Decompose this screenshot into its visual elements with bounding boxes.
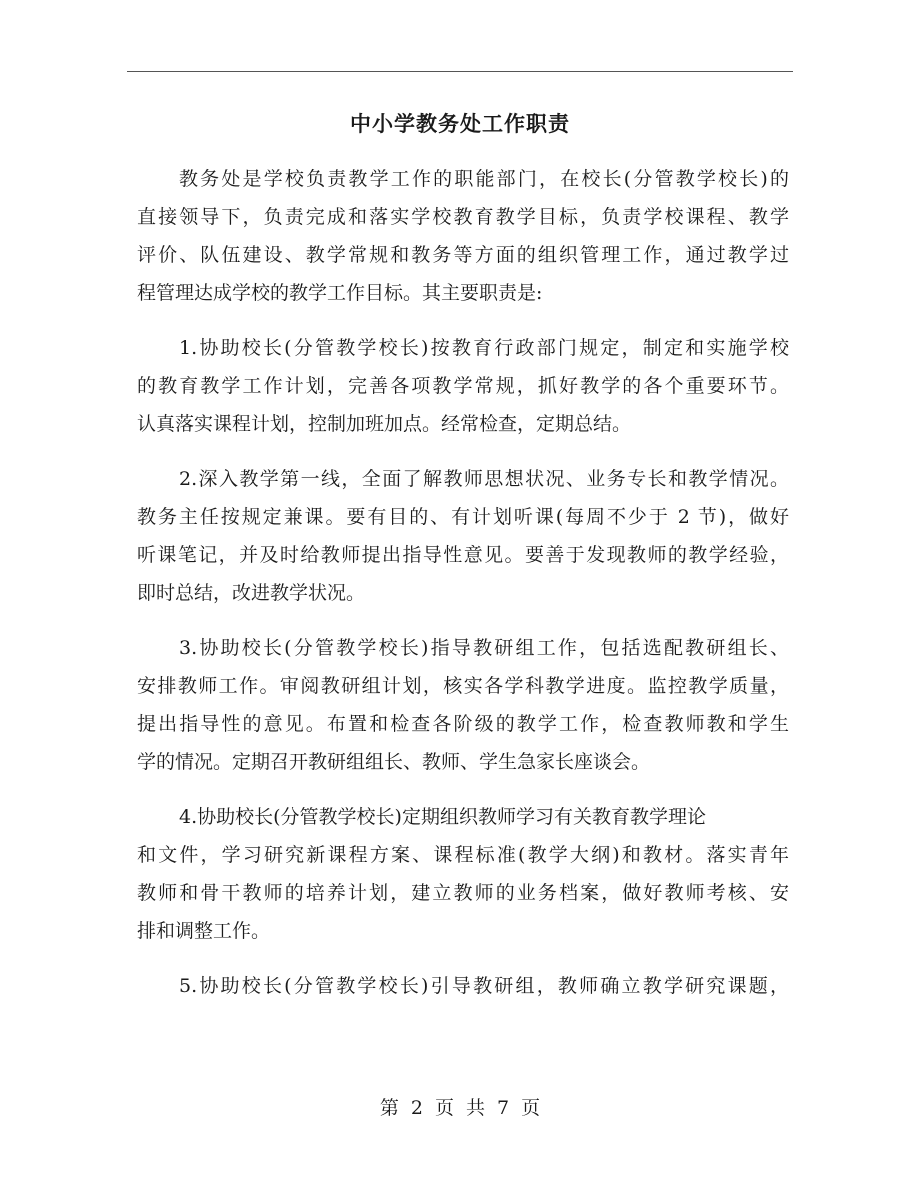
text-line: 教务处是学校负责教学工作的职能部门，在校长(分管教学校长)的 [179, 168, 789, 190]
text-line: 1.协助校长(分管教学校长)按教育行政部门规定，制定和实施学校 [179, 337, 789, 359]
text-line: 程管理达成学校的教学工作目标。其主要职责是: [137, 282, 543, 304]
paragraph-item-4 [137, 798, 789, 950]
paragraph-intro [137, 160, 789, 312]
header-rule [127, 71, 793, 72]
text-line: 教务主任按规定兼课。要有目的、有计划听课(每周不少于 2 节)，做好 [137, 506, 789, 528]
text-line: 安排教师工作。审阅教研组计划，核实各学科教学进度。监控教学质量， [137, 675, 789, 697]
text-line: 教师和骨干教师的培养计划，建立教师的业务档案，做好教师考核、安 [137, 882, 789, 904]
text-line: 提出指导性的意见。布置和检查各阶级的教学工作，检查教师教和学生 [137, 713, 789, 735]
text-line: 排和调整工作。 [137, 920, 271, 942]
document-body [137, 160, 789, 1022]
text-line: 3.协助校长(分管教学校长)指导教研组工作，包括选配教研组长、 [179, 637, 789, 659]
text-line: 学的情况。定期召开教研组组长、教师、学生急家长座谈会。 [137, 751, 651, 773]
paragraph-item-1 [137, 329, 789, 443]
text-line: 直接领导下，负责完成和落实学校教育教学目标，负责学校课程、教学 [137, 206, 789, 228]
text-line: 4.协助校长(分管教学校长)定期组织教师学习有关教育教学理论 [179, 806, 706, 828]
text-line: 2.深入教学第一线，全面了解教师思想状况、业务专长和教学情况。 [179, 468, 789, 490]
text-line: 5.协助校长(分管教学校长)引导教研组，教师确立教学研究课题， [179, 975, 789, 997]
paragraph-item-3 [137, 629, 789, 781]
page-footer: 第 2 页 共 7 页 [379, 1097, 541, 1119]
text-line: 即时总结，改进教学状况。 [137, 582, 366, 604]
text-line: 和文件，学习研究新课程方案、课程标准(教学大纲)和教材。落实青年 [137, 844, 789, 866]
paragraph-item-2 [137, 460, 789, 612]
text-line: 听课笔记，并及时给教师提出指导性意见。要善于发现教师的教学经验， [137, 544, 789, 566]
text-line: 的教育教学工作计划，完善各项教学常规，抓好教学的各个重要环节。 [137, 375, 789, 397]
text-line: 评价、队伍建设、教学常规和教务等方面的组织管理工作，通过教学过 [137, 244, 789, 266]
text-line: 认真落实课程计划，控制加班加点。经常检查，定期总结。 [137, 413, 632, 435]
document-title: 中小学教务处工作职责 [350, 111, 570, 136]
paragraph-item-5 [137, 967, 789, 1005]
